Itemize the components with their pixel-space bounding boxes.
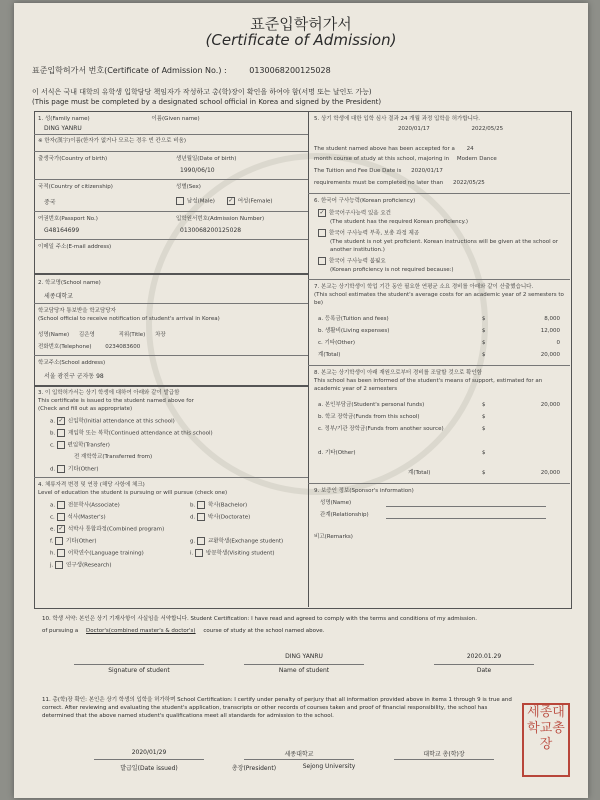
university-label: Sejong University [302, 763, 356, 770]
president-line [244, 759, 354, 760]
option-label: 석박사 통합과정(Combined program) [67, 526, 165, 533]
date-label: Date [476, 667, 492, 674]
option-key: j. [50, 562, 54, 569]
cost-label: a. 등록금(Tuition and fees) [318, 316, 389, 322]
level-option-h[interactable] [50, 549, 144, 558]
citizenship-label: 국적(Country of citizenship) [38, 184, 113, 190]
section-6-heading: 6. 한국어 구사능력(Korean proficiency) [314, 198, 416, 204]
level-option-d[interactable] [190, 513, 250, 522]
sponsor-name-line [386, 506, 546, 507]
option-checkbox[interactable] [57, 549, 65, 557]
section-3-heading-english: This certificate is issued to the student named above for [38, 398, 194, 404]
divider [308, 483, 570, 484]
school-address-label: 학교주소(School address) [38, 360, 106, 366]
option-label: 박사(Doctorate) [208, 514, 251, 521]
official-english: (School official to receive notification of student's arrival in Korea) [38, 316, 220, 322]
option-label: 기타(Other) [66, 538, 97, 545]
proficiency-option-3[interactable] [318, 257, 566, 274]
student-name-label: Name of student [278, 667, 330, 674]
option-label: 교환학생(Exchange student) [208, 538, 284, 545]
dob-value: 1990/06/10 [180, 167, 215, 174]
admission-number-line [32, 65, 331, 76]
female-label: 여성(Female) [237, 198, 273, 205]
divider [34, 239, 308, 240]
section-divider [34, 273, 308, 275]
divider [34, 303, 308, 304]
sex-options [176, 197, 273, 206]
section-1 [38, 115, 304, 123]
official-label: 학교담당자 통보받을 학교담당자 [38, 308, 116, 314]
citizenship-value: 중국 [44, 199, 56, 206]
divider [34, 134, 308, 135]
signature-date: 2020.01.29 [466, 653, 502, 660]
passport-label: 여권번호(Passport No.) [38, 216, 98, 222]
section-5-heading: 5. 상기 학생에 대한 입학 심사 결과 24 개월 과정 입학을 허가합니다. [314, 116, 481, 122]
option-key: d. [50, 466, 56, 473]
family-name-label: 1. 성(Family name) [38, 116, 90, 122]
divider [308, 279, 570, 280]
cost-amount: 12,000 [540, 328, 560, 334]
tuition-due-date: 2020/01/17 [411, 168, 443, 174]
official-title-value: 차장 [155, 332, 166, 338]
cost-row-b: b. 생활비(Living expenses) $ 12,000 [318, 328, 560, 334]
option-checkbox[interactable] [197, 513, 205, 521]
section-7-heading-english: (This school estimates the student's average costs for an academic year of 2 semesters to be) [314, 292, 564, 306]
option-checkbox[interactable] [197, 537, 205, 545]
tuition-due-line [314, 167, 564, 175]
divider [34, 179, 308, 180]
president-value: 세종대학교 [284, 751, 314, 758]
issue-date-line [94, 759, 204, 760]
section-3-option-c[interactable] [50, 441, 110, 450]
option-label: 연구생(Research) [66, 562, 112, 569]
section-7-heading-korean: 7. 본교는 상기학생이 학업 기간 동안 필요한 연평균 소요 경비를 아래와 같이 산출했습니다. [314, 284, 534, 290]
major-value: Modern Dance [456, 156, 497, 162]
option-key: c. [50, 442, 55, 449]
cost-row-total: 계(Total) $ 20,000 [318, 352, 560, 358]
period-from: 2020/01/17 [398, 126, 430, 132]
option-label: 한국어 구사능력 불필요 [329, 258, 386, 265]
option-label: 기타(Other) [68, 466, 99, 473]
option-label: 재입학 또는 복학(Continued attendance at this school) [68, 430, 213, 437]
section-7-heading [314, 283, 564, 307]
divider [308, 193, 570, 194]
section-10-text: 10. 학생 서약: 본인은 상기 기재사항이 사실임을 서약합니다. Student Certification: I have read and agreed to comply with the terms and conditions of my admission. [42, 616, 478, 622]
option-english: (The student is not yet proficient. Korean instructions will be given at the school or another institution.) [330, 238, 559, 253]
signature-line [74, 664, 204, 665]
section-3-option-b[interactable] [50, 429, 213, 438]
program-value: Doctor's(combined master's & doctor's) [86, 628, 196, 634]
option-label: 신입학(Initial attendance at this school) [67, 418, 175, 425]
support-row-c: c. 정부/기관 장학금(Funds from another source) $ [318, 426, 486, 432]
divider [34, 151, 308, 152]
option-checkbox[interactable] [57, 441, 65, 449]
official-title-label: 직위(Title) [118, 332, 146, 338]
option-key: b. [50, 430, 56, 437]
cost-label: 계(Total) [318, 352, 341, 358]
period-row [398, 125, 503, 133]
remarks-label: 비고(Remarks) [314, 534, 353, 540]
option-checkbox[interactable] [195, 549, 203, 557]
cost-row-c: c. 기타(Other) $ 0 [318, 340, 560, 346]
column-divider [308, 111, 309, 607]
sponsor-name-label: 성명(Name) [320, 500, 352, 506]
period-to: 2022/05/25 [471, 126, 504, 132]
support-label: 계(Total) [408, 470, 431, 476]
option-label: 전문학사(Associate) [67, 502, 120, 509]
application-value: 0130068200125028 [180, 227, 242, 234]
program-line [42, 627, 570, 635]
official-name-label: 성명(Name) [38, 332, 70, 338]
dob-label: 생년월일(Date of birth) [176, 156, 237, 162]
option-key: c. [50, 514, 55, 521]
section-3-heading [38, 389, 304, 413]
section-4-heading-english: Level of education the student is pursuing or will pursue (check one) [38, 490, 228, 496]
proficiency-option-2[interactable] [318, 229, 566, 254]
option-checkbox[interactable] [57, 513, 65, 521]
option-key: a. [50, 502, 56, 509]
section-8-heading-korean: 8. 본교는 상기학생이 아래 재원으로부터 경비를 조달할 것으로 확인함 [314, 370, 483, 376]
option-label: 어학연수(Language training) [67, 550, 144, 557]
issue-date: 2020/01/29 [131, 749, 167, 756]
tuition-due-text: The Tuition and Fee Due Date is [314, 168, 402, 174]
support-amount: 20,000 [540, 470, 560, 476]
level-option-j[interactable] [50, 561, 112, 570]
section-10 [42, 615, 570, 635]
option-label: 한국어 구사능력 부족, 보충 과정 제공 [329, 230, 420, 237]
section-11-text: 11. 총(학)장 확인: 본인은 상기 학생의 입학을 허가하며 School Certification: I certify under penalty of perjury that all information provided above in items 1 through 9 is true and correct. After reviewing and evaluating the student's application, transcripts or other records of courses taken and proof of financial responsibility, the school has determined that the above named student's qualifications meet all standards for admission to the school. [42, 697, 512, 719]
sponsor-relation-label: 관계(Relationship) [320, 512, 369, 518]
male-checkbox[interactable] [176, 197, 184, 205]
official-name-row [38, 331, 166, 339]
certificate-sheet: 표준입학허가서 (Certificate of Admission) 표준입학허가서 번호(Certificate of Admission No.) : 0130068200125028 이 서식은 국내 대학의 유학생 입학담당 책임자가 작성하고 총(학)장이 확인을 하여야 함(서명 또는 날인도 가능) (This page must be completed by a designated school official in Korea and signed by the President) 1. 성(Family name) 이름(Given name) DING YANRU ※ 한자(漢字)이름(한자가 없거나 모르는 경우 빈 칸으로 비움) 출생국가(Country of birth) 생년월일(Date of birth) 1990/06/10 국적(Country of citizenship) 성별(Sex) 중국 남성(Male) ✓ 여성(Female) 여권번호(Passport No.) 입학원서번호(Admission Number) G48164699 0130068200125028 이메일 주소(E-mail address) 2. 학교명(School name) 세종대학교 학교담당자 통보받을 학교담당자 (School official to receive notification of student's arrival in Korea) 성명(Name) 김은영 직위(Title) 차장 전화번호(Telephone) 0234083600 학교주소(School address) 서울 광진구 군자동 98 3. 이 입학허가서는 상기 학생에 대하여 아래와 같이 발급함 This certificate is issued to the student named above for (Check and fill out as appropriate) a. ✓ 신입학(Initial attendance at this school) b. 재입학 또는 복학(Continued attendance at this school) c. 편입학(Transfer) 전 재학학교(Transferred from) d. 기타(Other) 4. 체류자격 변경 및 연장 (해당 사항에 체크) Level of education the student is pursuing or will pursue (check one) a. 전문학사(Associate) b. 학사(Bachelor) c. 석사(Master's) d. 박사(Doctorate) e. ✓ 석박사 통합과정(Combined program) f. 기타(Other) g. 교환학생(Exchange student) h. 어학연수(Language training) i. 방문학생(Visiting student) j. 연구생(Research) 5. 상기 학생에 대한 입학 심사 결과 24 개월 과정 입학을 허가합니다. 2020/01/17 2022/05/25 The student named above has been accepted for a 24 month course of study at this school, majoring in Modern Dance The Tuition and Fee Due Date is 2020/01/17 requirements must be completed no later than 2022/05/25 6. 한국어 구사능력(Korean proficiency) ✓ 한국어구사능력 있음 요건 (The student has the required Korean proficiency.) 한국어 구사능력 부족, 보충 과정 제공 (The student is not yet proficient. Korean instructions will be given at the school or another institution.) 한국어 구사능력 불필요 (Korean proficiency is not required because:) 7. 본교는 상기학생이 학업 기간 동안 필요한 연평균 소요 경비를 아래와 같이 산출했습니다. (This school estimates the student's average costs for an academic year of 2 semesters to be) a. 등록금(Tuition and fees) $ 8,000 b. 생활비(Living expenses) $ 12,000 c. 기타(Other) $ 0 계(Total) $ 20,000 8. 본교는 상기학생이 아래 재원으로부터 경비를 조달할 것으로 확인함 This school has been informed of the student's means of support, estimated for an academic year of 2 semesters a. 본인부담금(Student's personal funds) $ 20,000 b. 학교 장학금(Funds from this school) $ c. 정부/기관 장학금(Funds from another source) $ d. 기타(Other) $ 계(Total) $ 20,000 9. 보증인 정보(Sponsor's information) 성명(Name) 관계(Relationship) 비고(Remarks) 10. 학생 서약: 본인은 상기 기재사항이 사실임을 서약합니다. Student Certification: I have read and agreed to comply with the terms and conditions of my admission. of pursuing a Doctor's(combined master's & doctor's) course of study at the school named above. DING YANRU 2020.01.29 Signature of student Name of student Date 11. 총(학)장 확인: 본인은 상기 학생의 입학을 허가하며 School Certification: I certify under penalty of perjury that all information provided above in items 1 through 9 is true and correct. After reviewing and evaluating the student's application, transcripts or other records of courses taken and proof of financial responsibility, the school has determined that the above named student's qualifications meet all standards for admission to the school. 2020/01/29 세종대학교 대학교 총(학)장 발급일(Date issued) 총장(President) Sejong University 세종대학교총장 [14, 3, 588, 798]
support-label: c. 정부/기관 장학금(Funds from another source) [318, 426, 444, 432]
male-label: 남성(Male) [187, 198, 215, 205]
given-name-label: 이름(Given name) [151, 116, 200, 122]
telephone-label: 전화번호(Telephone) [38, 344, 92, 350]
option-checkbox[interactable] [318, 229, 326, 237]
section-3-note: (Check and fill out as appropriate) [38, 406, 133, 412]
instructions-korean: 이 서식은 국내 대학의 유학생 입학담당 책임자가 작성하고 총(학)장이 확인을 하여야 함(서명 또는 날인도 가능) [32, 88, 372, 96]
title-korean: 표준입학허가서 [250, 15, 352, 33]
option-key: h. [50, 550, 56, 557]
option-key: f. [50, 538, 54, 545]
cost-label: b. 생활비(Living expenses) [318, 328, 390, 334]
student-name-value: DING YANRU [44, 125, 82, 132]
official-seal-stamp: 세종대학교총장 [522, 703, 570, 777]
option-checkbox[interactable] [197, 501, 205, 509]
issue-date-label: 발급일(Date issued) [120, 765, 178, 772]
pursue-text: of pursuing a [42, 628, 79, 634]
school-official [38, 307, 304, 323]
completion-line [314, 179, 564, 187]
option-english: (Korean proficiency is not required because:) [330, 266, 454, 273]
level-option-c[interactable] [50, 513, 106, 522]
support-row-a: a. 본인부담금(Student's personal funds) $ 20,000 [318, 402, 560, 408]
female-checkbox[interactable]: ✓ [228, 197, 234, 204]
option-checkbox[interactable] [55, 561, 63, 569]
divider [34, 355, 308, 356]
cost-amount: 8,000 [544, 316, 560, 322]
option-checkbox[interactable] [318, 257, 326, 265]
admission-number-label: 표준입학허가서 번호(Certificate of Admission No.) : [32, 66, 227, 75]
option-label: 학사(Bachelor) [208, 502, 248, 509]
sponsor-relation-line [386, 518, 546, 519]
level-option-i[interactable] [190, 549, 275, 558]
cost-amount: 20,000 [540, 352, 560, 358]
birth-country-label: 출생국가(Country of birth) [38, 156, 108, 162]
cost-label: c. 기타(Other) [318, 340, 356, 346]
divider [308, 365, 570, 366]
title-english: (Certificate of Admission) [205, 31, 397, 49]
official-name-value: 김은영 [78, 332, 95, 338]
option-english: (The student has the required Korean proficiency.) [330, 218, 469, 225]
section-4-heading [38, 481, 304, 497]
cost-amount: 0 [556, 340, 560, 346]
cost-row-a: a. 등록금(Tuition and fees) $ 8,000 [318, 316, 560, 322]
support-amount: 20,000 [540, 402, 560, 408]
section-3-option-d[interactable] [50, 465, 99, 474]
option-label: 방문학생(Visiting student) [206, 550, 275, 557]
support-row-d: d. 기타(Other) $ [318, 450, 486, 456]
completion-text: requirements must be completed no later than [314, 180, 444, 186]
option-checkbox[interactable] [57, 465, 65, 473]
divider [34, 477, 308, 478]
completion-date: 2022/05/25 [453, 180, 485, 186]
college-line [394, 759, 494, 760]
transfer-from-label: 전 재학학교(Transferred from) [74, 454, 153, 460]
option-key: g. [190, 538, 196, 545]
level-option-f[interactable] [50, 537, 97, 546]
option-key: b. [190, 502, 196, 509]
instructions [32, 87, 572, 107]
support-label: a. 본인부담금(Student's personal funds) [318, 402, 425, 408]
section-4-heading-korean: 4. 체류자격 변경 및 연장 (해당 사항에 체크) [38, 482, 145, 488]
school-address-value: 서울 광진구 군자동 98 [44, 373, 104, 380]
support-row-b: b. 학교 장학금(Funds from this school) $ [318, 414, 486, 420]
section-8-heading [314, 369, 564, 393]
divider [34, 211, 308, 212]
major-text: month course of study at this school, majoring in [314, 156, 450, 162]
student-name-printed: DING YANRU [285, 653, 323, 660]
proficiency-option-1[interactable] [318, 209, 566, 226]
option-checkbox[interactable]: ✓ [319, 209, 325, 216]
telephone-value: 0234083600 [105, 344, 141, 350]
option-label: 편입학(Transfer) [67, 442, 110, 449]
option-key: a. [50, 418, 56, 425]
option-key: d. [190, 514, 196, 521]
section-3-heading-korean: 3. 이 입학허가서는 상기 학생에 대하여 아래와 같이 발급함 [38, 390, 180, 396]
name-line [244, 664, 364, 665]
date-line [434, 664, 534, 665]
accepted-text: The student named above has been accepted for a [314, 146, 455, 152]
option-label: 한국어구사능력 있음 요건 [329, 210, 391, 217]
level-option-e[interactable] [50, 525, 164, 534]
president-label: 총장(President) [231, 765, 277, 772]
option-key: i. [190, 550, 194, 557]
application-label: 입학원서번호(Admission Number) [176, 216, 265, 222]
option-checkbox[interactable]: ✓ [58, 525, 64, 532]
section-8-heading-english: This school has been informed of the student's means of support, estimated for an academic year of 2 semesters [314, 378, 543, 392]
option-checkbox[interactable] [57, 501, 65, 509]
section-9-heading: 9. 보증인 정보(Sponsor's information) [314, 488, 414, 494]
instructions-english: (This page must be completed by a designated school official in Korea and signed by the President) [32, 98, 382, 106]
level-option-g[interactable] [190, 537, 283, 546]
section-3-option-a[interactable] [50, 417, 175, 426]
official-tel-row [38, 343, 140, 351]
admission-number-value: 0130068200125028 [249, 66, 331, 75]
level-option-a[interactable] [50, 501, 120, 510]
support-label: d. 기타(Other) [318, 450, 356, 456]
chinese-name-label: ※ 한자(漢字)이름(한자가 없거나 모르는 경우 빈 칸으로 비움) [38, 138, 187, 144]
student-signature-label: Signature of student [108, 667, 170, 674]
option-checkbox[interactable]: ✓ [58, 417, 64, 424]
months-value: 24 [466, 146, 474, 152]
college-label: 대학교 총(학)장 [423, 751, 465, 758]
program-suffix: course of study at the school named above. [203, 628, 325, 634]
option-checkbox[interactable] [57, 429, 65, 437]
option-checkbox[interactable] [55, 537, 63, 545]
option-label: 석사(Master's) [67, 514, 106, 521]
passport-value: G48164699 [44, 227, 80, 234]
level-option-b[interactable] [190, 501, 247, 510]
section-divider [34, 385, 308, 387]
school-name-value: 세종대학교 [44, 293, 73, 300]
email-label: 이메일 주소(E-mail address) [38, 244, 112, 250]
support-label: b. 학교 장학금(Funds from this school) [318, 414, 420, 420]
school-name-label: 2. 학교명(School name) [38, 280, 101, 286]
sex-label: 성별(Sex) [176, 184, 201, 190]
accepted-line [314, 145, 564, 153]
major-line [314, 155, 564, 163]
option-key: e. [50, 526, 56, 533]
